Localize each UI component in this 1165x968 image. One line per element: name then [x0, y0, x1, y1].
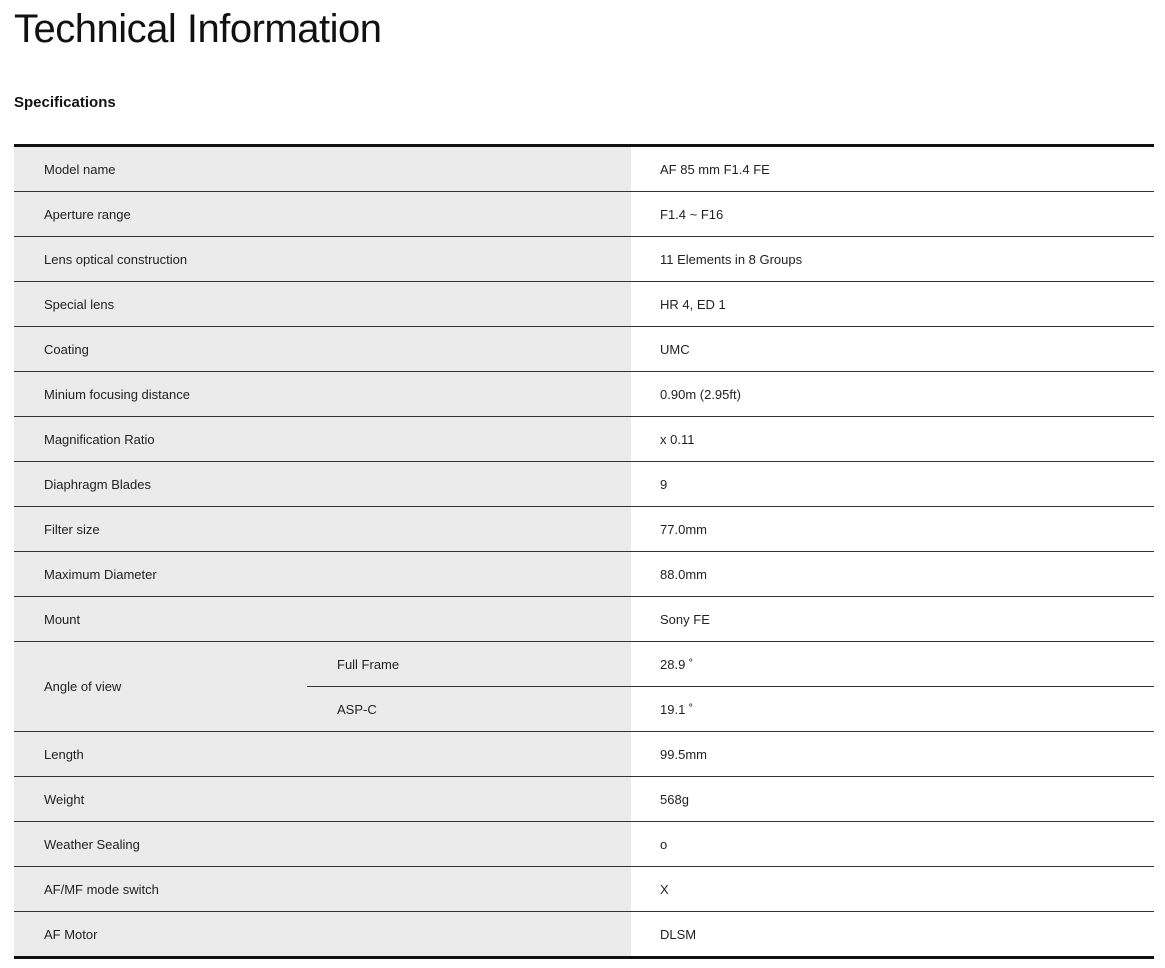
spec-value: 88.0mm	[631, 552, 1154, 597]
spec-value: X	[631, 867, 1154, 912]
spec-label: Model name	[14, 146, 631, 192]
spec-row-weather-sealing	[14, 822, 1154, 867]
spec-sublabel-full-frame: Full Frame	[307, 642, 631, 687]
spec-label: Lens optical construction	[14, 237, 631, 282]
spec-label: Minium focusing distance	[14, 372, 631, 417]
spec-value: x 0.11	[631, 417, 1154, 462]
spec-label: AF/MF mode switch	[14, 867, 631, 912]
spec-row-filter-size	[14, 507, 1154, 552]
spec-row-weight	[14, 777, 1154, 822]
spec-label: Magnification Ratio	[14, 417, 631, 462]
spec-label: Maximum Diameter	[14, 552, 631, 597]
spec-label: AF Motor	[14, 912, 631, 958]
spec-value: Sony FE	[631, 597, 1154, 642]
spec-row-angle-of-view-full-frame	[14, 642, 1154, 687]
spec-label: Diaphragm Blades	[14, 462, 631, 507]
spec-value: 28.9 ˚	[631, 642, 1154, 687]
page-title: Technical Information	[14, 7, 382, 51]
spec-row-minimum-focusing-distance	[14, 372, 1154, 417]
spec-value: 568g	[631, 777, 1154, 822]
spec-sublabel-aps-c: ASP-C	[307, 687, 631, 732]
spec-value: o	[631, 822, 1154, 867]
spec-label: Mount	[14, 597, 631, 642]
spec-label: Weight	[14, 777, 631, 822]
spec-row-aperture-range	[14, 192, 1154, 237]
spec-label: Filter size	[14, 507, 631, 552]
spec-row-lens-optical-construction	[14, 237, 1154, 282]
spec-label: Length	[14, 732, 631, 777]
spec-value: 77.0mm	[631, 507, 1154, 552]
spec-value: AF 85 mm F1.4 FE	[631, 146, 1154, 192]
spec-value: F1.4 ~ F16	[631, 192, 1154, 237]
spec-label: Weather Sealing	[14, 822, 631, 867]
spec-label: Aperture range	[14, 192, 631, 237]
spec-row-length	[14, 732, 1154, 777]
spec-value: 9	[631, 462, 1154, 507]
spec-value: 11 Elements in 8 Groups	[631, 237, 1154, 282]
spec-row-af-mf-mode-switch	[14, 867, 1154, 912]
section-title: Specifications	[14, 94, 116, 111]
spec-value: 99.5mm	[631, 732, 1154, 777]
spec-row-maximum-diameter	[14, 552, 1154, 597]
spec-value: 19.1 ˚	[631, 687, 1154, 732]
specifications-table	[14, 144, 1154, 959]
spec-value: DLSM	[631, 912, 1154, 958]
spec-value: HR 4, ED 1	[631, 282, 1154, 327]
spec-value: UMC	[631, 327, 1154, 372]
spec-row-special-lens	[14, 282, 1154, 327]
spec-row-model-name	[14, 146, 1154, 192]
spec-row-magnification-ratio	[14, 417, 1154, 462]
spec-row-coating	[14, 327, 1154, 372]
spec-row-diaphragm-blades	[14, 462, 1154, 507]
spec-label: Coating	[14, 327, 631, 372]
spec-row-mount	[14, 597, 1154, 642]
spec-value: 0.90m (2.95ft)	[631, 372, 1154, 417]
spec-label: Special lens	[14, 282, 631, 327]
spec-row-af-motor	[14, 912, 1154, 958]
spec-label: Angle of view	[14, 642, 307, 732]
